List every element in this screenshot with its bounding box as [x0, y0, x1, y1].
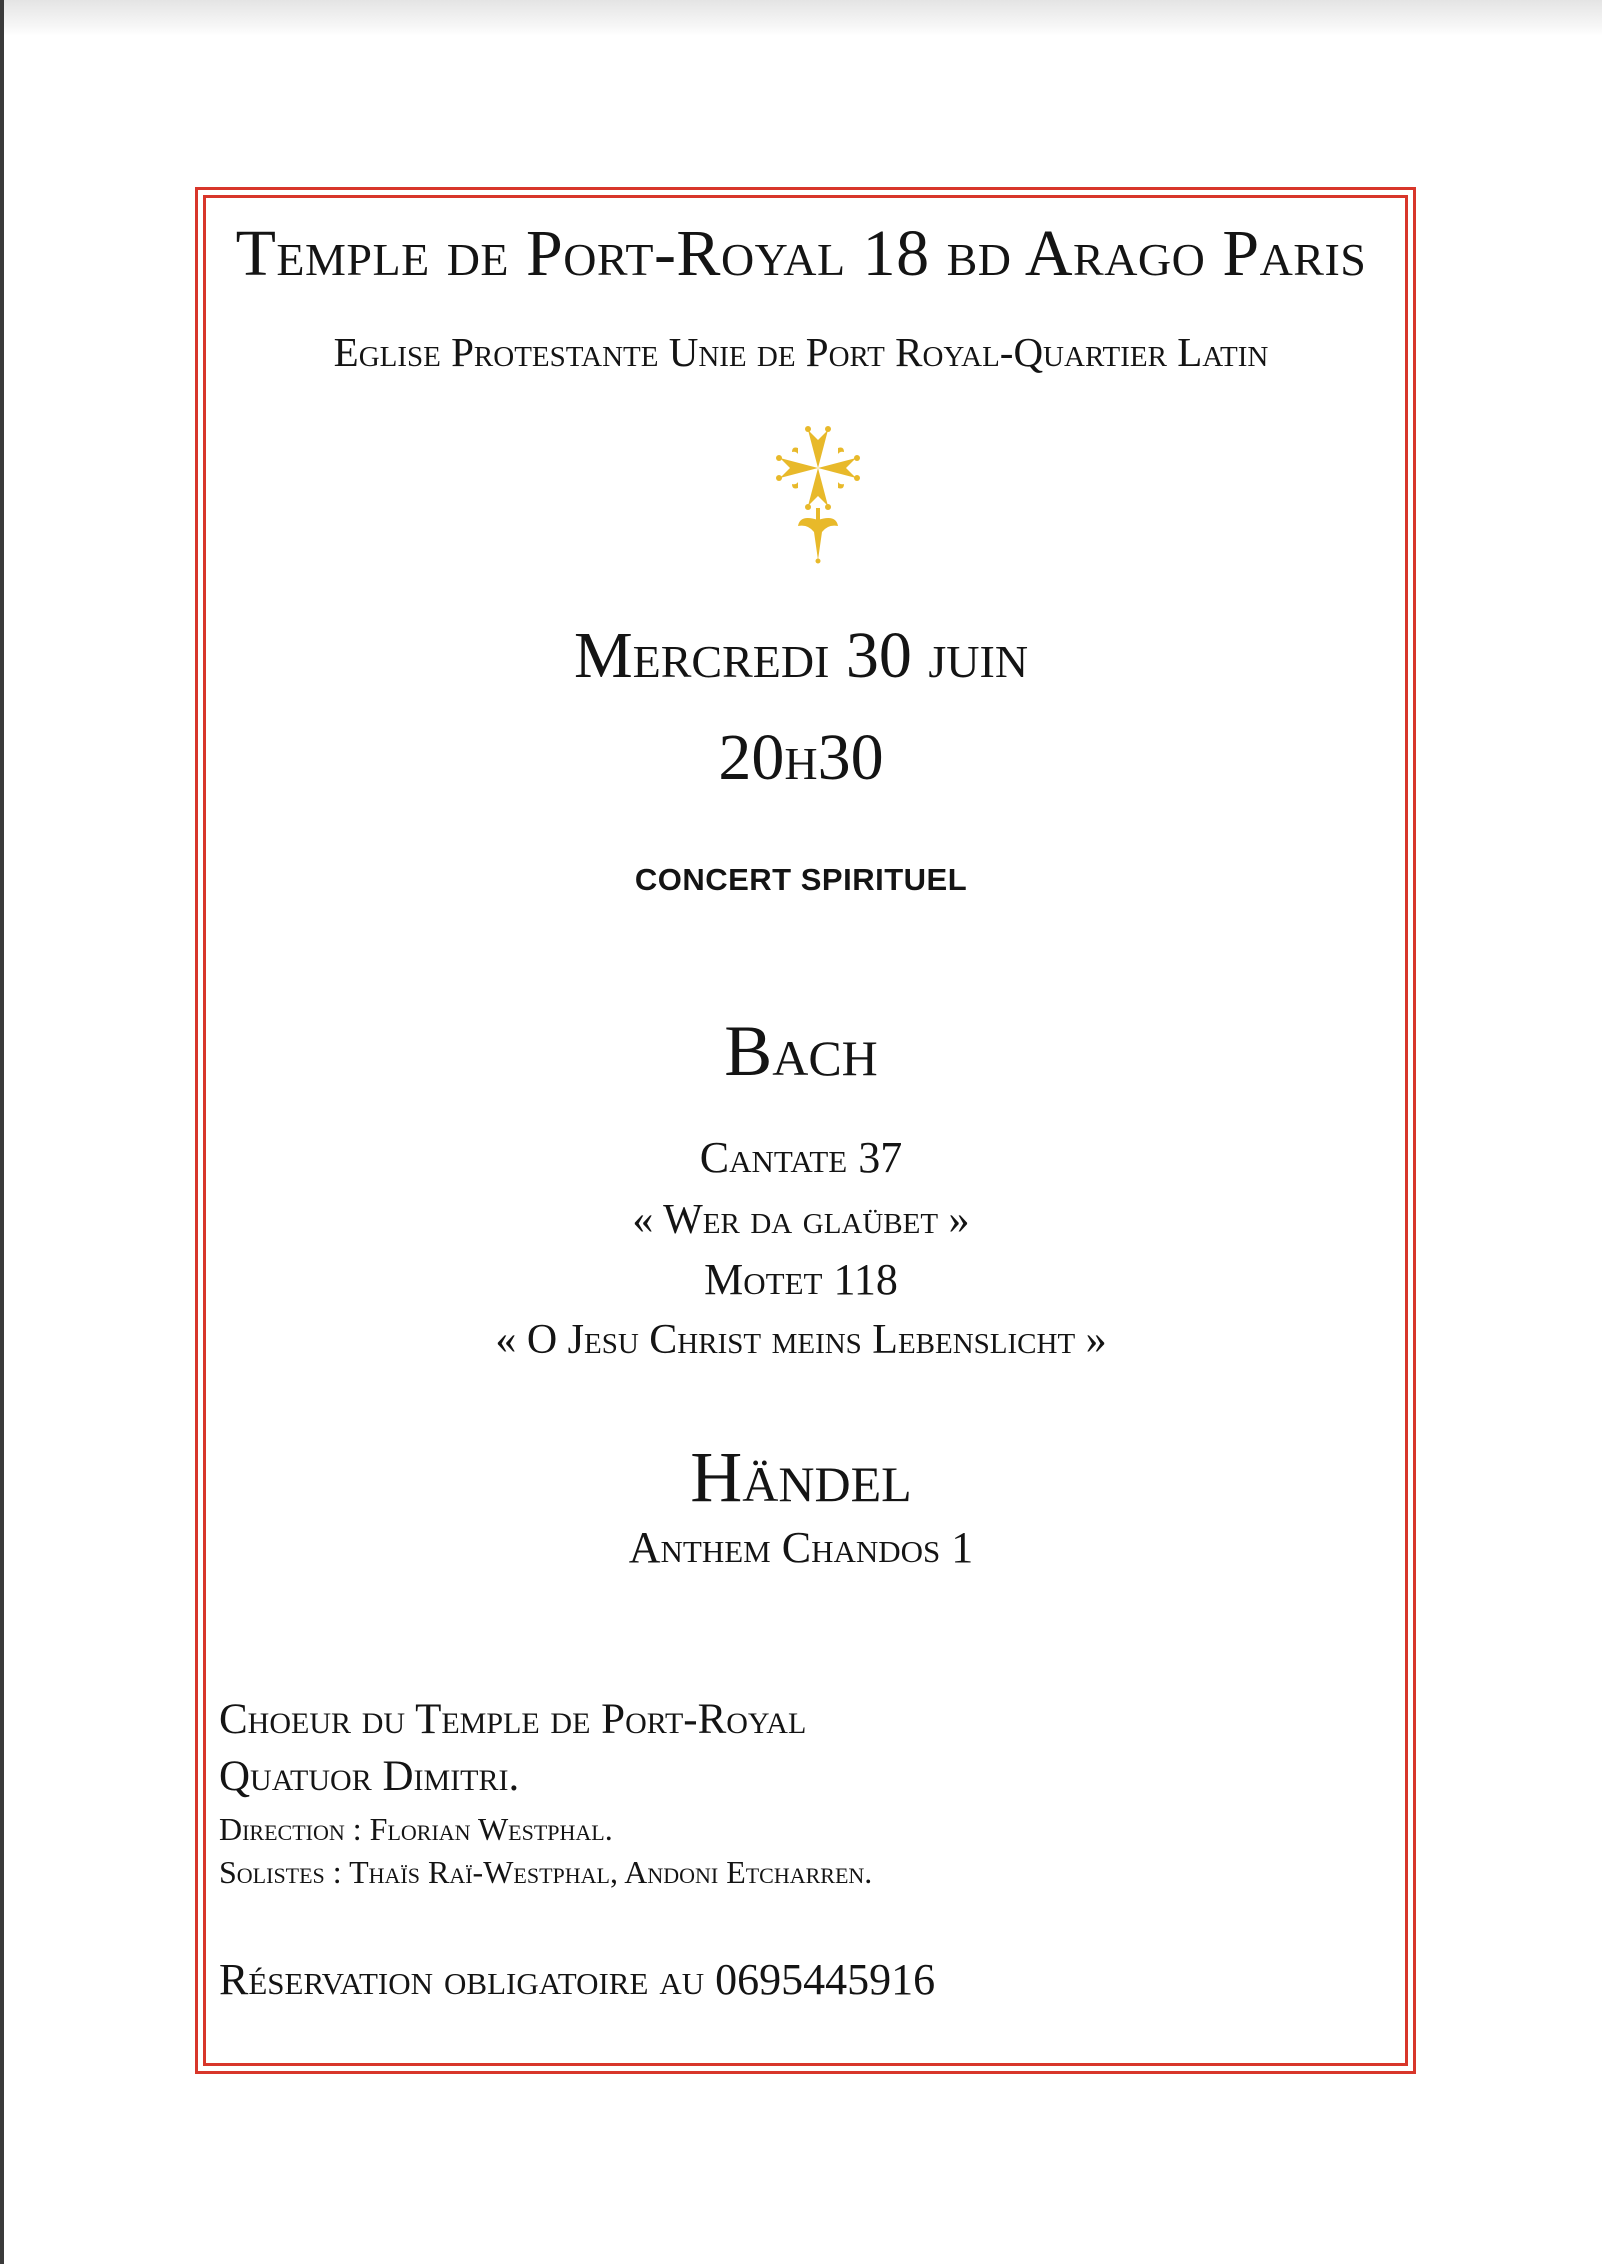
- concert-type: CONCERT SPIRITUEL: [634, 862, 968, 897]
- work-title: Anthem Chandos 1: [628, 1523, 974, 1572]
- work-title: « O Jesu Christ meins Lebenslicht »: [495, 1317, 1107, 1363]
- huguenot-cross-icon: [768, 420, 868, 564]
- direction-credit: Direction : Florian Westphal.: [219, 1811, 613, 1847]
- church-name: Eglise Protestante Unie de Port Royal-Quartier Latin: [333, 329, 1269, 375]
- composer-name: Händel: [690, 1437, 912, 1517]
- work-title: Motet 118: [704, 1255, 898, 1304]
- venue-title: Temple de Port-Royal 18 bd Arago Paris: [235, 217, 1367, 290]
- composer-name: Bach: [724, 1011, 878, 1091]
- work-title: « Wer da glaübet »: [632, 1197, 970, 1243]
- quartet-name: Quatuor Dimitri.: [219, 1753, 520, 1800]
- concert-date: Mercredi 30 juin: [573, 619, 1029, 692]
- work-title: Cantate 37: [699, 1133, 903, 1182]
- soloists-credit: Solistes : Thaïs Raï-Westphal, Andoni Etcharren.: [219, 1854, 873, 1890]
- concert-time: 20h30: [718, 721, 884, 794]
- reservation-notice: Réservation obligatoire au 0695445916: [219, 1955, 936, 2004]
- choir-name: Choeur du Temple de Port-Royal: [219, 1696, 807, 1743]
- viewer-top-bar: [0, 0, 1602, 36]
